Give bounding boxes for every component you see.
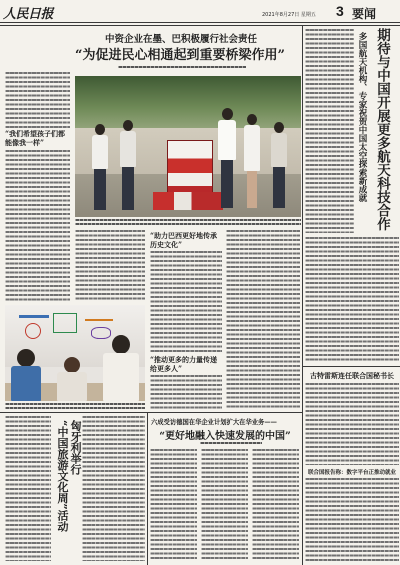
person-legs <box>247 171 257 208</box>
space-article-headline: 期待与中国开展更多航天科技合作 <box>374 28 390 231</box>
person-torso <box>218 120 236 160</box>
column-divider <box>147 413 148 565</box>
germany-article-byline <box>200 442 262 445</box>
person-head <box>222 108 233 120</box>
photo-doodle <box>19 315 49 318</box>
photo-doodle <box>25 323 41 339</box>
person-legs <box>221 160 233 208</box>
lead-article-byline <box>118 66 246 69</box>
person-head <box>95 124 105 135</box>
photo-child <box>103 335 139 401</box>
lead-article-subhead-1: “我们希望孩子们都能像我一样” <box>5 129 66 147</box>
photo-person <box>217 108 237 208</box>
body-text-block <box>226 230 300 410</box>
photo-person <box>91 124 109 210</box>
photo-child <box>57 357 87 401</box>
lead-article-headline: “为促进民心相通起到重要桥梁作用” <box>75 48 285 63</box>
lead-article-kicker: 中资企业在墨、巴积极履行社会责任 <box>104 34 257 45</box>
child-torso <box>57 372 87 401</box>
lead-article-subhead-2: “助力巴西更好地传承历史文化” <box>150 231 218 249</box>
photo-box-pile <box>153 192 223 210</box>
body-text-block <box>82 416 145 561</box>
child-head <box>112 335 130 354</box>
person-torso <box>244 125 260 171</box>
child-torso <box>11 366 41 401</box>
person-legs <box>94 169 106 210</box>
body-text-block <box>150 251 222 353</box>
person-legs <box>122 167 134 210</box>
body-text-block <box>252 449 299 561</box>
child-torso <box>103 353 139 401</box>
person-head <box>274 122 284 133</box>
photo-person <box>119 120 137 210</box>
child-head <box>17 349 35 367</box>
photo-child <box>11 349 41 401</box>
body-text-block <box>5 72 70 128</box>
un-report-headline: 联合国报告称：数字平台正推动就业 <box>307 470 396 476</box>
person-head <box>247 114 257 125</box>
column-divider <box>302 26 303 565</box>
section-name: 要闻 <box>352 7 377 21</box>
page-number: 3 <box>336 3 344 19</box>
brief-rule <box>303 366 400 367</box>
masthead-date: 2021年8月27日 星期五 <box>262 12 316 18</box>
masthead-logo: 人民日报 <box>3 7 54 22</box>
body-text-block <box>5 150 70 301</box>
person-torso <box>271 133 287 167</box>
germany-article-headline: “更好地融入快速发展的中国” <box>159 431 291 442</box>
section-rule <box>0 412 302 413</box>
hungary-article-headline-line2: “中国旅游文化周”活动 <box>56 420 69 532</box>
photo-box-stack <box>167 140 213 200</box>
germany-article-kicker: 六成受访德国在华企业计划扩大在华业务—— <box>151 419 277 426</box>
photo-doodle <box>53 313 77 333</box>
photo-doodle <box>85 319 113 321</box>
hungary-article-headline-line1: 匈牙利举行 <box>69 420 82 475</box>
lead-article-subhead-3: “推动更多的力量传递给更多人” <box>150 355 218 373</box>
body-text-block <box>5 416 51 561</box>
news-photo-donation <box>75 76 301 217</box>
body-text-block <box>150 449 197 561</box>
person-torso <box>92 135 108 169</box>
body-text-block <box>201 449 248 561</box>
photo-caption <box>75 219 301 226</box>
body-text-block <box>150 375 222 410</box>
news-photo-children-drawing <box>5 305 145 401</box>
person-legs <box>273 167 285 208</box>
person-torso <box>120 131 136 167</box>
un-brief-headline: 古特雷斯连任联合国秘书长 <box>310 371 394 380</box>
space-article-kicker: 多国航天机构、专家祝贺中国太空探索新成就 <box>357 32 367 202</box>
photo-caption <box>5 403 145 409</box>
body-text-block <box>75 230 145 302</box>
body-text-block <box>305 237 399 363</box>
masthead-rule <box>0 22 400 23</box>
photo-person <box>243 114 261 208</box>
child-head <box>64 357 80 373</box>
photo-person <box>270 122 288 208</box>
body-text-block <box>305 383 399 465</box>
person-head <box>123 120 133 131</box>
body-text-block <box>305 478 399 561</box>
body-text-block <box>305 29 354 233</box>
